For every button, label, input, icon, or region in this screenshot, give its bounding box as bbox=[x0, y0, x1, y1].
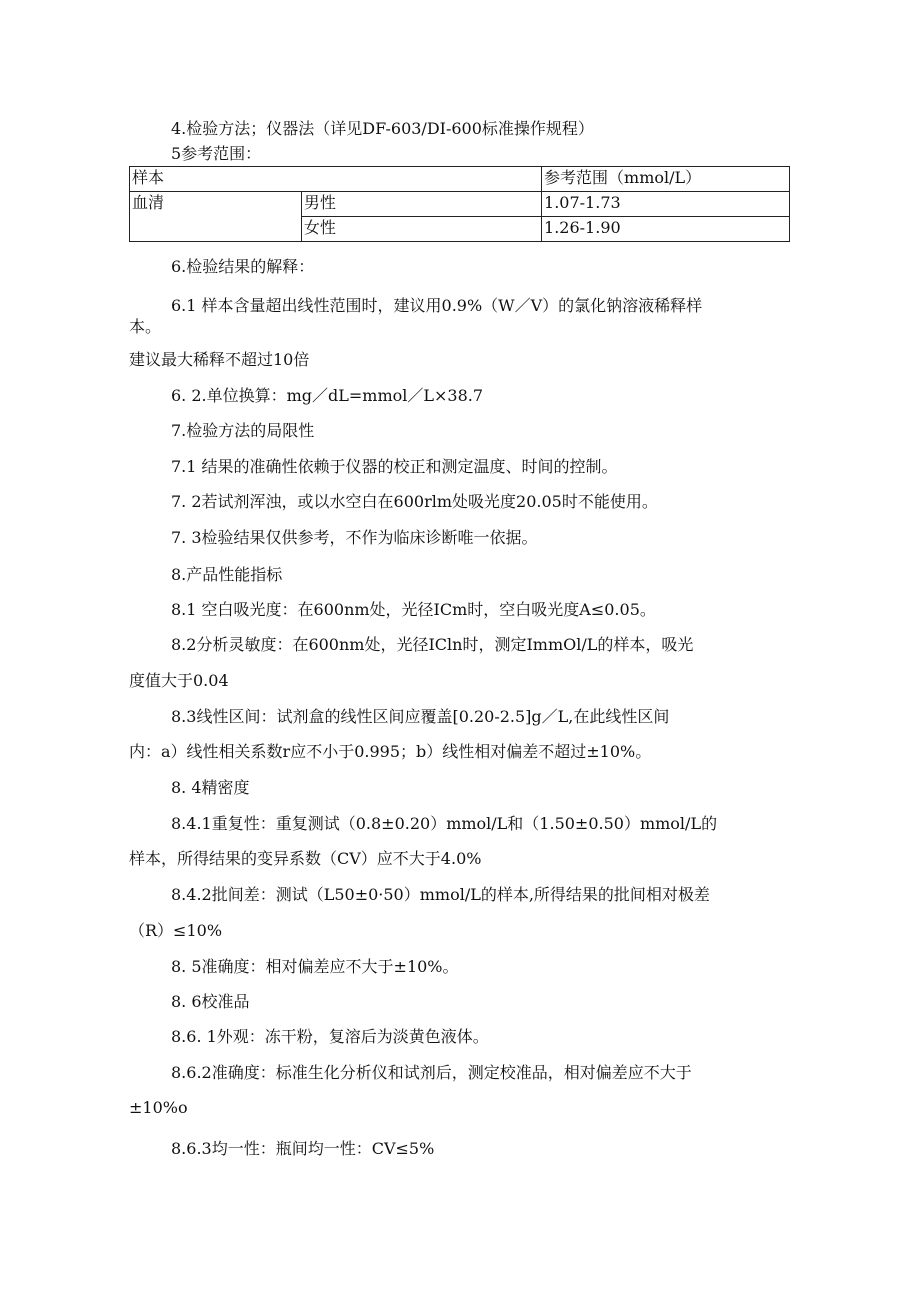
header-sample-cell: 样本 bbox=[130, 167, 542, 192]
paragraph-7-3: 7. 3检验结果仅供参考，不作为临床诊断唯一依据。 bbox=[171, 528, 538, 547]
header-range-cell: 参考范围（mmol/L） bbox=[542, 167, 790, 192]
sample-type-cell: 血清 bbox=[130, 192, 302, 242]
sex-cell: 男性 bbox=[301, 192, 541, 217]
paragraph-8-2-cont: 度值大于0.04 bbox=[129, 671, 229, 690]
table-header-row bbox=[130, 167, 790, 192]
section-6-heading: 6.检验结果的解释： bbox=[171, 257, 315, 276]
paragraph-8-4-2-cont: （R）≤10% bbox=[129, 921, 223, 940]
table-row bbox=[130, 192, 790, 217]
reference-range-heading: 5参考范围： bbox=[171, 144, 262, 163]
reference-range-table bbox=[129, 166, 790, 242]
section-8-6-heading: 8. 6校准品 bbox=[171, 992, 250, 1011]
paragraph-6-2: 6. 2.单位换算：mg／dL=mmol／L×38.7 bbox=[171, 386, 484, 405]
paragraph-8-6-2-cont: ±10%o bbox=[129, 1098, 188, 1117]
range-cell: 1.07-1.73 bbox=[542, 192, 790, 217]
paragraph-7-2: 7. 2若试剂浑浊，或以水空白在600rlm处吸光度20.05时不能使用。 bbox=[171, 492, 658, 511]
paragraph-8-4-2: 8.4.2批间差：测试（L50±0·50）mmol/L的样本,所得结果的批间相对极差 bbox=[171, 885, 710, 904]
section-7-heading: 7.检验方法的局限性 bbox=[171, 421, 315, 440]
range-cell: 1.26-1.90 bbox=[542, 217, 790, 242]
paragraph-8-3: 8.3线性区间：试剂盒的线性区间应覆盖[0.20-2.5]g／L,在此线性区间 bbox=[171, 707, 670, 726]
paragraph-8-6-2: 8.6.2准确度：标准生化分析仪和试剂后，测定校准品，相对偏差应不大于 bbox=[171, 1063, 692, 1082]
paragraph-7-1: 7.1 结果的准确性依赖于仪器的校正和测定温度、时间的控制。 bbox=[171, 457, 618, 476]
paragraph-8-4-1: 8.4.1重复性：重复测试（0.8±0.20）mmol/L和（1.50±0.50）mmol/L的 bbox=[171, 814, 718, 833]
section-8-4-heading: 8. 4精密度 bbox=[171, 778, 250, 797]
paragraph-8-1: 8.1 空白吸光度：在600nm处，光径ICm时，空白吸光度A≤0.05。 bbox=[171, 600, 656, 619]
paragraph-8-4-1-cont: 样本，所得结果的变异系数（CV）应不大于4.0% bbox=[129, 849, 482, 868]
paragraph-8-5: 8. 5准确度：相对偏差应不大于±10%。 bbox=[171, 957, 459, 976]
paragraph-8-2: 8.2分析灵敏度：在600nm处，光径ICln时，测定ImmOl/L的样本，吸光 bbox=[171, 635, 694, 654]
paragraph-8-3-cont: 内：a）线性相关系数r应不小于0.995；b）线性相对偏差不超过±10%。 bbox=[129, 742, 652, 761]
sex-cell: 女性 bbox=[301, 217, 541, 242]
paragraph-8-6-3: 8.6.3均一性：瓶间均一性：CV≤5% bbox=[171, 1139, 435, 1158]
paragraph-8-6-1: 8.6. 1外观：冻干粉，复溶后为淡黄色液体。 bbox=[171, 1027, 489, 1046]
section-8-heading: 8.产品性能指标 bbox=[171, 565, 283, 584]
paragraph-6-1-note: 建议最大稀释不超过10倍 bbox=[129, 350, 310, 369]
method-line: 4.检验方法；仪器法（详见DF-603/DI-600标准操作规程） bbox=[171, 119, 594, 138]
paragraph-6-1-cont: 本。 bbox=[129, 317, 162, 336]
paragraph-6-1: 6.1 样本含量超出线性范围时，建议用0.9%（W／V）的氯化钠溶液稀释样 bbox=[171, 296, 703, 315]
